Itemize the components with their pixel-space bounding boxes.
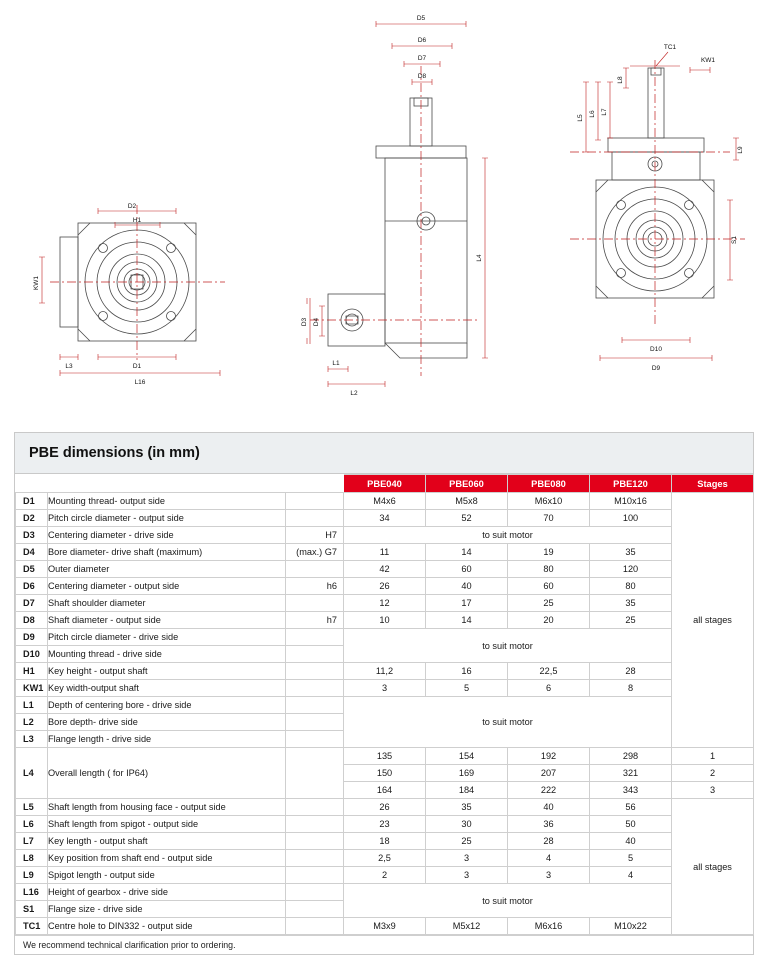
row-code: L2 <box>16 714 48 731</box>
row-desc: Flange size - drive side <box>48 901 286 918</box>
row-desc: Overall length ( for IP64) <box>48 748 286 799</box>
cell-pbe060: 25 <box>426 833 508 850</box>
cell-pbe080: 60 <box>508 578 590 595</box>
table-header-row <box>16 475 754 493</box>
row-desc: Key width-output shaft <box>48 680 286 697</box>
row-code: S1 <box>16 901 48 918</box>
cell-pbe040: 12 <box>344 595 426 612</box>
cell-pbe060: 3 <box>426 867 508 884</box>
dim-label-l3: L3 <box>65 363 73 370</box>
dim-label-d4: D4 <box>313 317 320 327</box>
cell-pbe080: 22,5 <box>508 663 590 680</box>
technical-drawings <box>0 0 768 420</box>
row-desc: Bore depth- drive side <box>48 714 286 731</box>
cell-stages-all: all stages <box>672 493 754 748</box>
row-desc: Shaft length from spigot - output side <box>48 816 286 833</box>
cell-stage: 3 <box>672 782 754 799</box>
cell-pbe120: M10x22 <box>590 918 672 935</box>
dim-label-h1: H1 <box>132 217 142 224</box>
row-desc: Key height - output shaft <box>48 663 286 680</box>
cell-pbe040: 34 <box>344 510 426 527</box>
cell-pbe040: 150 <box>344 765 426 782</box>
dim-label-l2: L2 <box>350 390 358 396</box>
table-row <box>16 680 754 697</box>
dim-label-l5: L5 <box>577 114 584 122</box>
row-desc: Bore diameter- drive shaft (maximum) <box>48 544 286 561</box>
drawing-side-view <box>280 6 510 396</box>
cell-pbe080: 19 <box>508 544 590 561</box>
row-code: L8 <box>16 850 48 867</box>
row-code: D3 <box>16 527 48 544</box>
cell-pbe080: 6 <box>508 680 590 697</box>
row-unit <box>286 510 344 527</box>
table-row <box>16 867 754 884</box>
row-unit: H7 <box>286 527 344 544</box>
header-blank-unit <box>286 475 344 493</box>
row-unit <box>286 680 344 697</box>
row-code: D8 <box>16 612 48 629</box>
row-desc: Shaft diameter - output side <box>48 612 286 629</box>
row-unit <box>286 918 344 935</box>
row-desc: Key length - output shaft <box>48 833 286 850</box>
row-code: KW1 <box>16 680 48 697</box>
header-stages: Stages <box>672 475 754 493</box>
cell-pbe080: 80 <box>508 561 590 578</box>
row-unit <box>286 884 344 901</box>
dim-label-l7: L7 <box>601 108 608 116</box>
table-row <box>16 697 754 714</box>
cell-pbe080: 36 <box>508 816 590 833</box>
row-unit <box>286 697 344 714</box>
drawing-front-view <box>20 185 270 390</box>
dim-label-kw1: KW1 <box>33 275 40 291</box>
row-desc: Height of gearbox - drive side <box>48 884 286 901</box>
cell-pbe120: 28 <box>590 663 672 680</box>
row-unit <box>286 561 344 578</box>
row-unit: (max.) G7 <box>286 544 344 561</box>
cell-pbe060: 154 <box>426 748 508 765</box>
table-row <box>16 493 754 510</box>
row-code: L5 <box>16 799 48 816</box>
row-desc: Key position from shaft end - output side <box>48 850 286 867</box>
cell-pbe120: 298 <box>590 748 672 765</box>
cell-pbe040: 26 <box>344 799 426 816</box>
cell-pbe040: 2,5 <box>344 850 426 867</box>
table-row <box>16 561 754 578</box>
dim-label-d7: D7 <box>417 55 427 62</box>
cell-stage: 2 <box>672 765 754 782</box>
cell-pbe120: 50 <box>590 816 672 833</box>
table-row <box>16 510 754 527</box>
cell-pbe040: 26 <box>344 578 426 595</box>
cell-pbe120: 35 <box>590 595 672 612</box>
row-desc: Shaft length from housing face - output side <box>48 799 286 816</box>
table-row <box>16 595 754 612</box>
cell-pbe120: 4 <box>590 867 672 884</box>
row-unit <box>286 867 344 884</box>
row-unit <box>286 850 344 867</box>
dim-label-d10: D10 <box>650 346 662 353</box>
row-code: L16 <box>16 884 48 901</box>
table-row <box>16 629 754 646</box>
table-row <box>16 578 754 595</box>
table-row <box>16 544 754 561</box>
dimensions-table-block <box>14 432 754 955</box>
cell-pbe120: 321 <box>590 765 672 782</box>
cell-pbe040: M3x9 <box>344 918 426 935</box>
cell-pbe060: 5 <box>426 680 508 697</box>
table-row <box>16 833 754 850</box>
dim-label-d1: D1 <box>132 363 142 370</box>
row-unit <box>286 901 344 918</box>
cell-pbe120: 40 <box>590 833 672 850</box>
row-unit <box>286 714 344 731</box>
row-code: L9 <box>16 867 48 884</box>
cell-pbe120: 343 <box>590 782 672 799</box>
cell-to-suit-motor: to suit motor <box>344 697 672 748</box>
table-row <box>16 799 754 816</box>
row-code: D9 <box>16 629 48 646</box>
dim-label-l4: L4 <box>476 254 483 262</box>
cell-pbe120: 120 <box>590 561 672 578</box>
row-code: D4 <box>16 544 48 561</box>
row-desc: Centering diameter - drive side <box>48 527 286 544</box>
header-pbe120: PBE120 <box>590 475 672 493</box>
row-unit <box>286 748 344 799</box>
header-blank-desc <box>48 475 286 493</box>
row-unit <box>286 595 344 612</box>
cell-pbe120: M10x16 <box>590 493 672 510</box>
row-desc: Pitch circle diameter - output side <box>48 510 286 527</box>
table-row <box>16 527 754 544</box>
table-title: PBE dimensions (in mm) <box>15 433 753 474</box>
cell-pbe080: 207 <box>508 765 590 782</box>
row-code: L4 <box>16 748 48 799</box>
row-code: D2 <box>16 510 48 527</box>
header-blank-code <box>16 475 48 493</box>
row-code: L3 <box>16 731 48 748</box>
row-desc: Shaft shoulder diameter <box>48 595 286 612</box>
dim-label-d9: D9 <box>651 365 661 372</box>
cell-pbe040: M4x6 <box>344 493 426 510</box>
row-unit <box>286 833 344 850</box>
cell-pbe060: 16 <box>426 663 508 680</box>
row-code: D5 <box>16 561 48 578</box>
row-code: D6 <box>16 578 48 595</box>
cell-pbe120: 100 <box>590 510 672 527</box>
cell-stage: 1 <box>672 748 754 765</box>
row-code: L6 <box>16 816 48 833</box>
dim-label-l6: L6 <box>589 110 596 118</box>
row-code: D10 <box>16 646 48 663</box>
cell-pbe040: 42 <box>344 561 426 578</box>
row-unit <box>286 663 344 680</box>
cell-pbe040: 3 <box>344 680 426 697</box>
table-row-l4 <box>16 748 754 765</box>
row-desc: Depth of centering bore - drive side <box>48 697 286 714</box>
cell-pbe060: 30 <box>426 816 508 833</box>
header-pbe080: PBE080 <box>508 475 590 493</box>
row-desc: Flange length - drive side <box>48 731 286 748</box>
row-desc: Outer diameter <box>48 561 286 578</box>
cell-pbe060: 52 <box>426 510 508 527</box>
row-code: H1 <box>16 663 48 680</box>
cell-pbe040: 11,2 <box>344 663 426 680</box>
dim-label-d5: D5 <box>416 15 426 22</box>
cell-pbe040: 18 <box>344 833 426 850</box>
cell-pbe040: 11 <box>344 544 426 561</box>
header-pbe040: PBE040 <box>344 475 426 493</box>
table-row <box>16 918 754 935</box>
row-desc: Centre hole to DIN332 - output side <box>48 918 286 935</box>
row-unit <box>286 629 344 646</box>
cell-to-suit-motor: to suit motor <box>344 629 672 663</box>
row-desc: Mounting thread- output side <box>48 493 286 510</box>
cell-pbe040: 10 <box>344 612 426 629</box>
table-row <box>16 816 754 833</box>
dim-label-d2: D2 <box>127 203 137 210</box>
cell-pbe080: 28 <box>508 833 590 850</box>
dim-label-s1: S1 <box>731 236 738 244</box>
cell-pbe060: 184 <box>426 782 508 799</box>
cell-pbe080: M6x16 <box>508 918 590 935</box>
cell-pbe080: 4 <box>508 850 590 867</box>
dim-label-l16: L16 <box>134 379 146 386</box>
cell-pbe060: 40 <box>426 578 508 595</box>
row-unit: h6 <box>286 578 344 595</box>
cell-to-suit-motor: to suit motor <box>344 884 672 918</box>
cell-stages-all: all stages <box>672 799 754 935</box>
dim-label-l1: L1 <box>332 360 340 367</box>
cell-pbe080: 3 <box>508 867 590 884</box>
dim-label-kw1-rear: KW1 <box>700 57 716 64</box>
cell-pbe120: 5 <box>590 850 672 867</box>
cell-pbe080: M6x10 <box>508 493 590 510</box>
cell-pbe060: 17 <box>426 595 508 612</box>
cell-pbe120: 25 <box>590 612 672 629</box>
cell-pbe120: 80 <box>590 578 672 595</box>
dim-label-d3: D3 <box>301 317 308 327</box>
table-footnote: We recommend technical clarification prior to ordering. <box>15 935 753 954</box>
row-desc: Pitch circle diameter - drive side <box>48 629 286 646</box>
cell-pbe060: M5x12 <box>426 918 508 935</box>
cell-pbe080: 20 <box>508 612 590 629</box>
cell-pbe120: 35 <box>590 544 672 561</box>
cell-pbe080: 40 <box>508 799 590 816</box>
cell-pbe040: 135 <box>344 748 426 765</box>
row-unit: h7 <box>286 612 344 629</box>
row-unit <box>286 646 344 663</box>
cell-pbe120: 8 <box>590 680 672 697</box>
cell-pbe040: 23 <box>344 816 426 833</box>
table-row <box>16 612 754 629</box>
cell-pbe060: 3 <box>426 850 508 867</box>
cell-to-suit-motor: to suit motor <box>344 527 672 544</box>
row-code: L7 <box>16 833 48 850</box>
header-pbe060: PBE060 <box>426 475 508 493</box>
row-code: TC1 <box>16 918 48 935</box>
cell-pbe080: 192 <box>508 748 590 765</box>
dim-label-d8: D8 <box>417 73 427 80</box>
row-unit <box>286 731 344 748</box>
cell-pbe080: 222 <box>508 782 590 799</box>
cell-pbe080: 25 <box>508 595 590 612</box>
cell-pbe080: 70 <box>508 510 590 527</box>
row-code: D7 <box>16 595 48 612</box>
cell-pbe060: 35 <box>426 799 508 816</box>
dim-label-l9: L9 <box>737 146 744 154</box>
row-code: L1 <box>16 697 48 714</box>
dimensions-table <box>15 474 754 935</box>
cell-pbe120: 56 <box>590 799 672 816</box>
cell-pbe060: 60 <box>426 561 508 578</box>
cell-pbe060: 14 <box>426 544 508 561</box>
row-unit <box>286 493 344 510</box>
row-desc: Spigot length - output side <box>48 867 286 884</box>
row-desc: Mounting thread - drive side <box>48 646 286 663</box>
row-code: D1 <box>16 493 48 510</box>
cell-pbe060: 14 <box>426 612 508 629</box>
row-unit <box>286 799 344 816</box>
cell-pbe060: M5x8 <box>426 493 508 510</box>
cell-pbe060: 169 <box>426 765 508 782</box>
table-row <box>16 663 754 680</box>
table-row <box>16 850 754 867</box>
row-desc: Centering diameter - output side <box>48 578 286 595</box>
drawing-rear-view <box>530 40 765 400</box>
dim-label-d6: D6 <box>417 37 427 44</box>
cell-pbe040: 2 <box>344 867 426 884</box>
row-unit <box>286 816 344 833</box>
table-row <box>16 884 754 901</box>
cell-pbe040: 164 <box>344 782 426 799</box>
dim-label-tc1: TC1 <box>663 44 677 51</box>
dim-label-l8: L8 <box>617 76 624 84</box>
